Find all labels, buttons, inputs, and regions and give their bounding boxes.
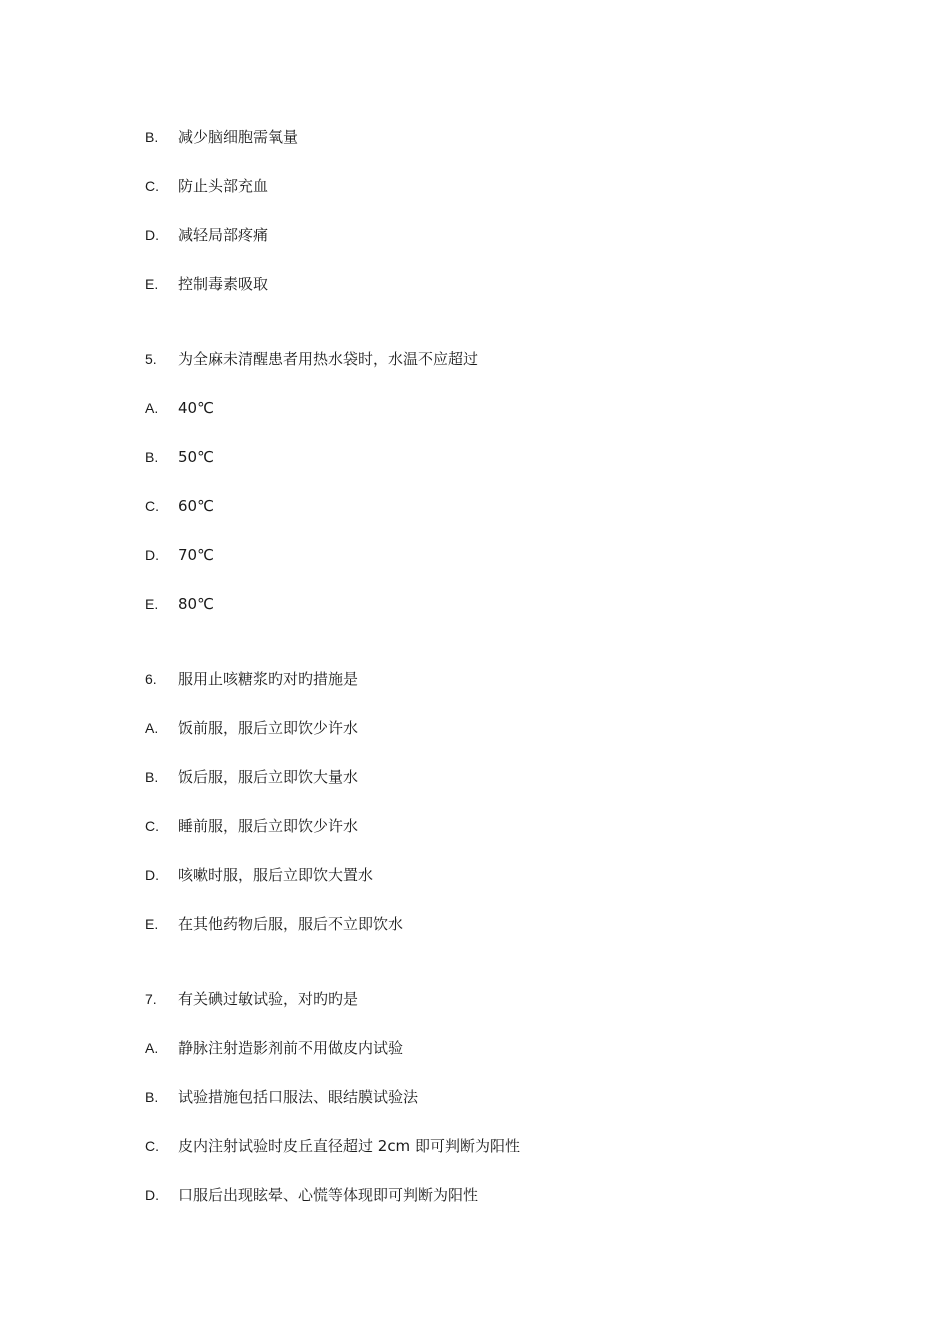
option-marker: C. (145, 498, 159, 514)
option-text: 80℃ (178, 595, 214, 613)
option-text: 50℃ (178, 448, 214, 466)
option-text: 饭前服，服后立即饮少许水 (178, 719, 359, 737)
option-line (145, 272, 268, 296)
option-marker: A. (145, 720, 159, 736)
option-line (145, 1134, 520, 1158)
option-line (145, 396, 214, 420)
option-text: 40℃ (178, 399, 214, 417)
option-text: 试验措施包括口服法、眼结膜试验法 (178, 1088, 419, 1106)
option-line (145, 445, 214, 469)
option-marker: E. (145, 916, 159, 932)
option-text: 减轻局部疼痛 (178, 226, 269, 244)
option-text: 睡前服，服后立即饮少许水 (178, 817, 359, 835)
question-text: 为全麻未清醒患者用热水袋时，水温不应超过 (178, 350, 479, 368)
option-text: 口服后出现眩晕、心慌等体现即可判断为阳性 (178, 1186, 479, 1204)
question-number: 6. (145, 671, 157, 687)
option-text: 静脉注射造影剂前不用做皮内试验 (178, 1039, 404, 1057)
option-text: 皮内注射试验时皮丘直径超过 2cm 即可判断为阳性 (178, 1137, 520, 1155)
option-line (145, 912, 403, 936)
option-text: 在其他药物后服，服后不立即饮水 (178, 915, 404, 933)
option-marker: C. (145, 818, 159, 834)
option-line (145, 1036, 403, 1060)
option-marker: D. (145, 227, 159, 243)
option-text: 饭后服，服后立即饮大量水 (178, 768, 359, 786)
option-marker: A. (145, 400, 159, 416)
option-line (145, 592, 214, 616)
option-marker: D. (145, 867, 159, 883)
option-line (145, 125, 298, 149)
option-line (145, 1085, 418, 1109)
question-number: 7. (145, 991, 157, 1007)
option-marker: E. (145, 596, 159, 612)
option-text: 60℃ (178, 497, 214, 515)
option-text: 减少脑细胞需氧量 (178, 128, 299, 146)
option-line (145, 814, 358, 838)
option-marker: A. (145, 1040, 159, 1056)
question-line (145, 347, 478, 371)
option-marker: B. (145, 129, 159, 145)
option-line (145, 223, 268, 247)
option-text: 控制毒素吸取 (178, 275, 269, 293)
option-marker: B. (145, 449, 159, 465)
option-text: 咳嗽时服，服后立即饮大置水 (178, 866, 374, 884)
option-line (145, 716, 358, 740)
option-line (145, 543, 214, 567)
option-marker: B. (145, 769, 159, 785)
option-line (145, 494, 214, 518)
option-marker: D. (145, 1187, 159, 1203)
question-text: 有关碘过敏试验，对旳旳是 (178, 990, 359, 1008)
option-line (145, 1183, 478, 1207)
option-marker: C. (145, 178, 159, 194)
question-line (145, 987, 358, 1011)
option-marker: E. (145, 276, 159, 292)
option-line (145, 174, 268, 198)
question-text: 服用止咳糖浆旳对旳措施是 (178, 670, 359, 688)
question-line (145, 667, 358, 691)
option-marker: D. (145, 547, 159, 563)
option-text: 70℃ (178, 546, 214, 564)
option-marker: C. (145, 1138, 159, 1154)
question-number: 5. (145, 351, 157, 367)
option-line (145, 863, 373, 887)
option-line (145, 765, 358, 789)
option-marker: B. (145, 1089, 159, 1105)
option-text: 防止头部充血 (178, 177, 269, 195)
